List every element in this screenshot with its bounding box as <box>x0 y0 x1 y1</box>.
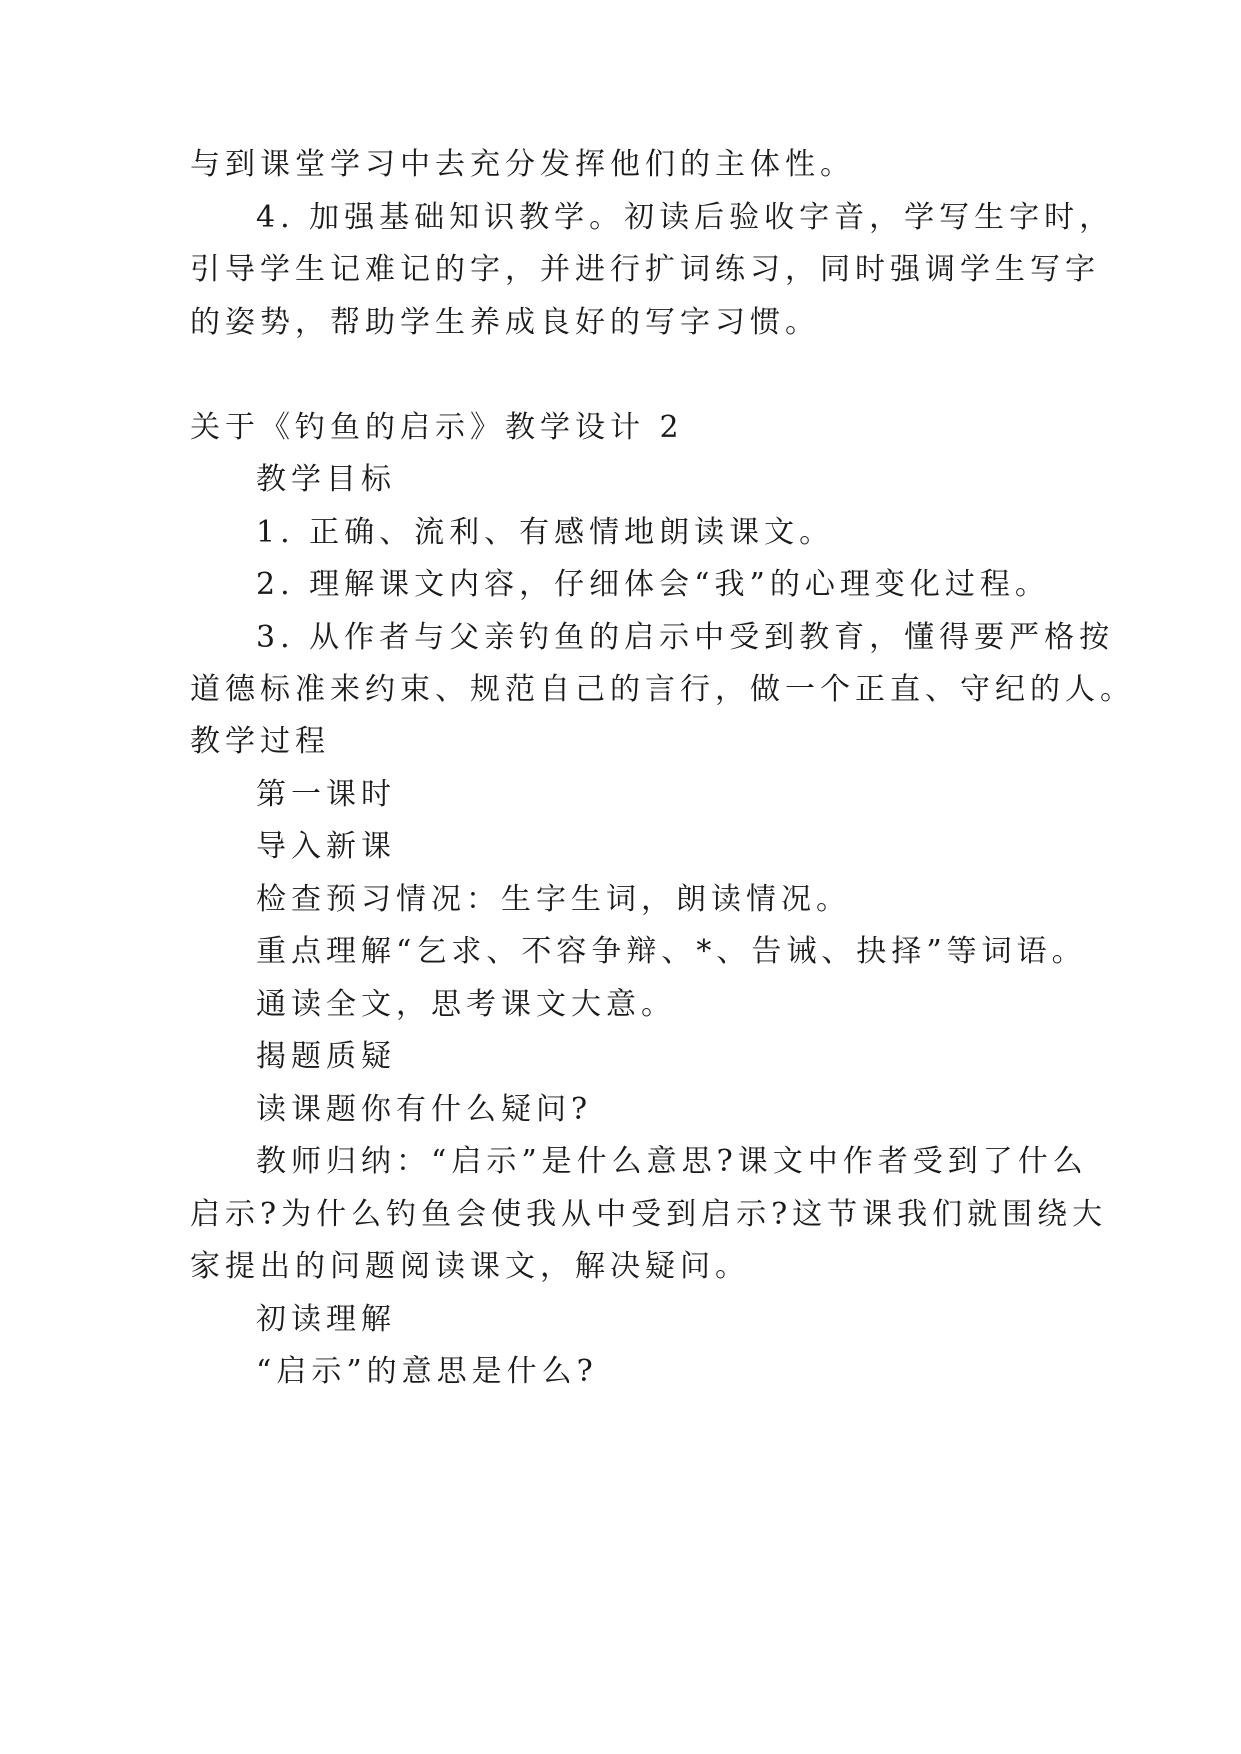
text-line: “启示”的意思是什么? <box>256 1354 598 1389</box>
text-line: 教师归纳：“启示”是什么意思?课文中作者受到了什么 <box>256 1144 1088 1179</box>
text-line: 引导学生记难记的字，并进行扩词练习，同时强调学生写字 <box>190 252 1100 287</box>
text-line: 1. 正确、流利、有感情地朗读课文。 <box>256 515 835 550</box>
section-title: 关于《钓鱼的启示》教学设计 2 <box>190 410 684 445</box>
text-line: 启示?为什么钓鱼会使我从中受到启示?这节课我们就围绕大 <box>190 1197 1108 1232</box>
heading: 导入新课 <box>256 829 396 864</box>
heading: 初读理解 <box>256 1302 396 1337</box>
text-line: 家提出的问题阅读课文，解决疑问。 <box>190 1249 750 1284</box>
text-line: 读课题你有什么疑问? <box>256 1092 593 1127</box>
text-line: 4. 加强基础知识教学。初读后验收字音，学写生字时， <box>256 200 1115 235</box>
heading: 第一课时 <box>256 777 396 812</box>
text-line: 与到课堂学习中去充分发挥他们的主体性。 <box>190 147 855 182</box>
text-line: 道德标准来约束、规范自己的言行，做一个正直、守纪的人。 <box>190 672 1135 707</box>
heading: 揭题质疑 <box>256 1039 396 1074</box>
text-line: 的姿势，帮助学生养成良好的写字习惯。 <box>190 305 820 340</box>
text-line: 重点理解“乞求、不容争辩、*、告诫、抉择”等词语。 <box>256 934 1087 969</box>
text-line: 3. 从作者与父亲钓鱼的启示中受到教育，懂得要严格按 <box>256 620 1115 655</box>
text-line: 检查预习情况：生字生词，朗读情况。 <box>256 882 851 917</box>
text-line: 2. 理解课文内容，仔细体会“我”的心理变化过程。 <box>256 567 1050 602</box>
heading: 教学过程 <box>190 724 330 759</box>
heading: 教学目标 <box>256 462 396 497</box>
text-line: 通读全文，思考课文大意。 <box>256 987 676 1022</box>
